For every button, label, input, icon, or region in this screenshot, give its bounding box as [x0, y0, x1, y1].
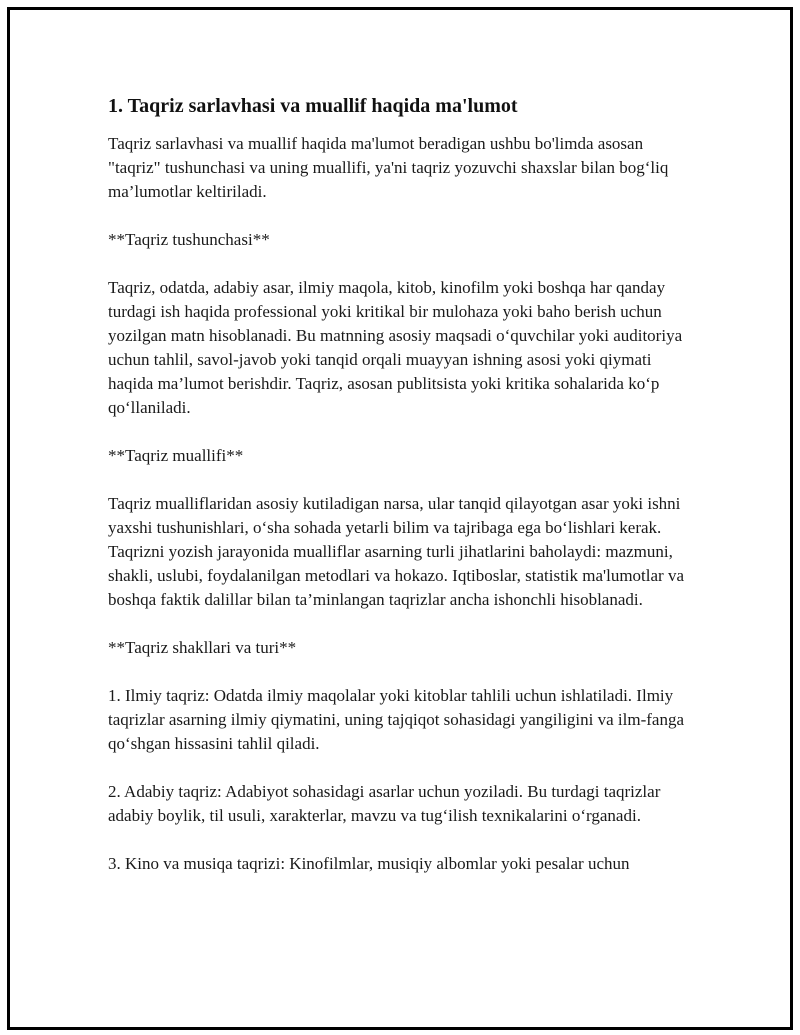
section-heading: 1. Taqriz sarlavhasi va muallif haqida ma'lumot	[108, 95, 518, 117]
list-item-ilmiy-taqriz: 1. Ilmiy taqriz: Odatda ilmiy maqolalar yoki kitoblar tahlili uchun ishlatiladi. Ilmiy taqrizlar asarning ilmiy qiymatini, uning tajqiqot sohasidagi yangiligini va ilm-fanga qo‘shgan hissasini tahlil qiladi.	[108, 686, 684, 753]
subheading-taqriz-shakllari: **Taqriz shakllari va turi**	[108, 638, 297, 657]
list-item-adabiy-taqriz: 2. Adabiy taqriz: Adabiyot sohasidagi asarlar uchun yoziladi. Bu turdagi taqrizlar adabiy boylik, til usuli, xarakterlar, mavzu va tug‘ilish texnikalarini o‘rganadi.	[108, 782, 661, 825]
list-item-kino-musiqa-taqrizi: 3. Kino va musiqa taqrizi: Kinofilmlar, musiqiy albomlar yoki pesalar uchun	[108, 854, 630, 873]
document-body	[108, 93, 698, 900]
paragraph-intro: Taqriz sarlavhasi va muallif haqida ma'lumot beradigan ushbu bo'limda asosan "taqriz" tushunchasi va uning muallifi, ya'ni taqriz yozuvchi shaxslar bilan bog‘liq ma’lumotlar keltiriladi.	[108, 134, 669, 201]
paragraph-taqriz-definition: Taqriz, odatda, adabiy asar, ilmiy maqola, kitob, kinofilm yoki boshqa har qanday turdagi ish haqida professional yoki kritikal bir mulohaza yoki baho berish uchun yozilgan matn hisoblanadi. Bu matnning asosiy maqsadi o‘quvchilar yoki auditoriya uchun tahlil, savol-javob yoki tanqid orqali muayyan ishning asosi yoki qiymati haqida ma’lumot berishdir. Taqriz, asosan publitsista yoki kritika sohalarida ko‘p qo‘llaniladi.	[108, 278, 683, 417]
subheading-taqriz-tushunchasi: **Taqriz tushunchasi**	[108, 230, 270, 249]
paragraph-taqriz-author: Taqriz mualliflaridan asosiy kutiladigan narsa, ular tanqid qilayotgan asar yoki ishni yaxshi tushunishlari, o‘sha sohada yetarli bilim va tajribaga ega bo‘lishlari kerak. Taqrizni yozish jarayonida mualliflar asarning turli jihatlarini baholaydi: mazmuni, shakli, uslubi, foydalanilgan metodlari va hokazo. Iqtiboslar, statistik ma'lumotlar va boshqa faktik dalillar bilan ta’minlangan taqrizlar ancha ishonchli hisoblanadi.	[108, 494, 685, 609]
subheading-taqriz-muallifi: **Taqriz muallifi**	[108, 446, 244, 465]
